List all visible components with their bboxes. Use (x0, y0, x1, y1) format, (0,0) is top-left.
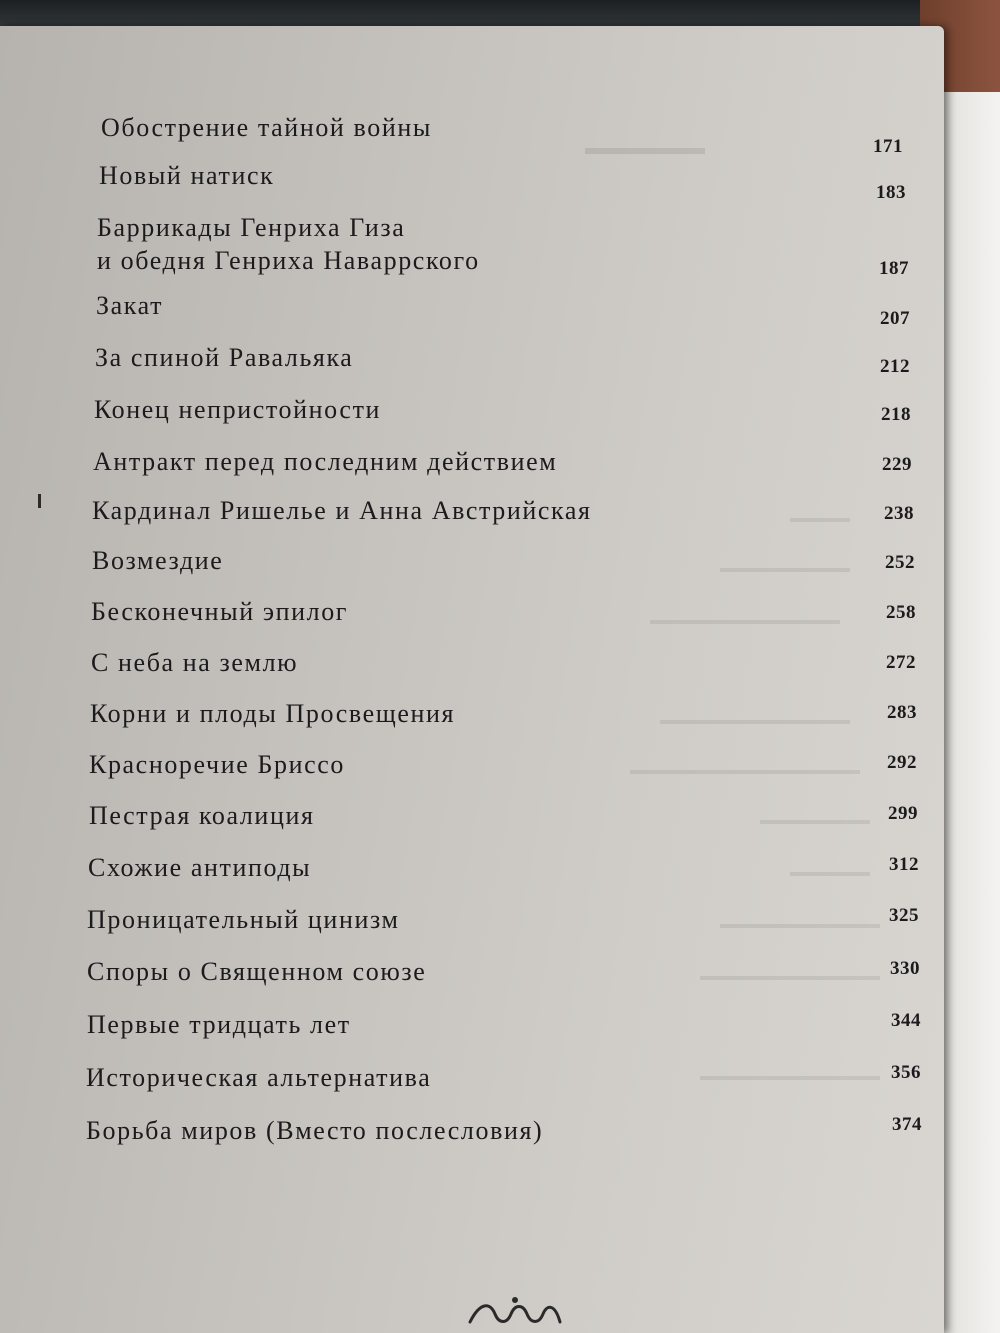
toc-entry-page: 283 (887, 702, 917, 723)
toc-entry-page: 344 (891, 1010, 921, 1031)
toc-entry-page: 312 (889, 854, 919, 875)
toc-entry-title-line: Баррикады Генриха Гиза (97, 213, 406, 242)
toc-entry-title: За спиной Равальяка (95, 343, 354, 372)
toc-entry-page: 187 (879, 258, 909, 279)
toc-entry-page: 299 (888, 803, 918, 824)
toc-entry-title: Возмездие (92, 546, 224, 575)
toc-entry-page: 325 (889, 905, 919, 926)
toc-entry-title: С неба на землю (91, 648, 299, 677)
toc-entry-title: Красноречие Бриссо (89, 750, 345, 779)
toc-entry-title-multiline (97, 212, 480, 277)
toc-entry-page: 356 (891, 1062, 921, 1083)
toc-entry-page: 258 (886, 602, 916, 623)
toc-entry-page: 207 (880, 308, 910, 329)
toc-entry-title: Историческая альтернатива (86, 1063, 432, 1092)
toc-entry-title: Закат (96, 291, 164, 320)
toc-entry-title-line: и обедня Генриха Наваррского (97, 245, 480, 275)
toc-entry-page: 212 (880, 356, 910, 377)
toc-entry-title: Антракт перед последним действием (93, 447, 558, 476)
decorative-flourish-icon (465, 1292, 565, 1328)
toc-entry-page: 183 (876, 182, 906, 203)
toc-entry-page: 330 (890, 958, 920, 979)
toc-entry-title: Новый натиск (99, 161, 275, 190)
toc-entry-title: Споры о Священном союзе (87, 957, 427, 986)
toc-entry-title: Бесконечный эпилог (91, 597, 349, 626)
toc-entry-title: Борьба миров (Вместо послесловия) (86, 1116, 544, 1145)
toc-entry-title: Кардинал Ришелье и Анна Австрийская (92, 496, 592, 525)
toc-entry-page: 292 (887, 752, 917, 773)
toc-entry-title: Пестрая коалиция (89, 801, 315, 830)
toc-entry-title: Схожие антиподы (88, 853, 312, 882)
toc-entry-title: Обострение тайной войны (101, 113, 432, 142)
toc-entry-page: 218 (881, 404, 911, 425)
toc-entry-title: Конец непристойности (94, 395, 382, 424)
toc-entry-page: 272 (886, 652, 916, 673)
toc-entry-page: 229 (882, 454, 912, 475)
toc-entry-title: Первые тридцать лет (87, 1010, 351, 1039)
toc-entry-page: 252 (885, 552, 915, 573)
toc-entry-page: 374 (892, 1114, 922, 1135)
toc-entry-page: 238 (884, 503, 914, 524)
toc-entry-title: Корни и плоды Просвещения (90, 699, 456, 728)
toc-entry-title: Проницательный цинизм (87, 905, 400, 934)
toc-entry-page: 171 (873, 136, 903, 157)
